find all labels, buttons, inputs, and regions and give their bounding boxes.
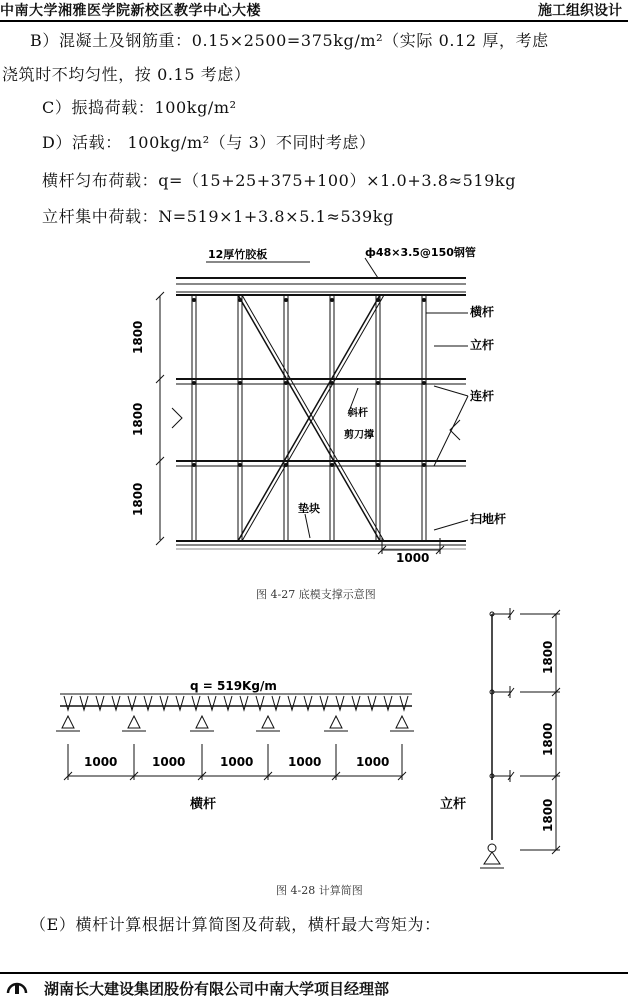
label-steel-pipe: ф48×3.5@150钢管 [365, 246, 476, 259]
page-footer-rule [0, 972, 628, 974]
label-scissor-brace: 剪刀撑 [344, 430, 374, 441]
dim-height-1: 1800 [131, 320, 145, 354]
text-line-d: D）活载： 100kg/m²（与 3）不同时考虑） [42, 133, 376, 152]
text-line-b-cont: 浇筑时不均匀性，按 0.15 考虑） [2, 65, 251, 84]
text-line-c: C）振捣荷载：100kg/m² [42, 98, 237, 117]
text-line-beam-load: 横杆匀布荷载：q=（15+25+375+100）×1.0+3.8≈519kg [42, 171, 517, 190]
text-line-column-load: 立杆集中荷载：N=519×1+3.8×5.1≈539kg [42, 207, 394, 226]
formwork-support-diagram [120, 238, 540, 568]
label-bamboo-board: 12厚竹胶板 [208, 248, 268, 261]
text-line-b: B）混凝土及钢筋重：0.15×2500=375kg/m²（实际 0.12 厚，考虑 [30, 31, 549, 50]
col-dim-3: 1800 [541, 798, 555, 832]
figure-caption-4-27: 图 4-27 底模支撑示意图 [256, 588, 376, 601]
dim-height-3: 1800 [131, 482, 145, 516]
dim-height-2: 1800 [131, 402, 145, 436]
page-header [0, 0, 628, 22]
col-dim-2: 1800 [541, 722, 555, 756]
col-dim-1: 1800 [541, 640, 555, 674]
span-1: 1000 [84, 755, 118, 769]
figure-caption-4-28: 图 4-28 计算简图 [276, 884, 363, 897]
label-vertical-bar: 立杆 [470, 338, 495, 352]
dim-width: 1000 [396, 551, 430, 565]
label-horizontal-bar: 横杆 [470, 305, 495, 319]
label-tie-bar: 连杆 [470, 389, 495, 403]
beam-label: 横杆 [190, 797, 217, 812]
label-spacer-block: 垫块 [298, 502, 320, 515]
header-project-title: 中南大学湘雅医学院新校区教学中心大楼 [0, 3, 261, 19]
label-sweep-bar: 扫地杆 [470, 512, 507, 526]
span-3: 1000 [220, 755, 254, 769]
header-doc-type: 施工组织设计 [538, 3, 622, 19]
column-label: 立杆 [440, 797, 467, 812]
span-5: 1000 [356, 755, 390, 769]
load-label: q = 519Kg/m [190, 679, 277, 693]
label-diagonal-bar: 斜杆 [348, 408, 368, 419]
span-2: 1000 [152, 755, 186, 769]
span-4: 1000 [288, 755, 322, 769]
calculation-diagram [40, 604, 600, 880]
company-logo-icon [6, 979, 28, 995]
text-line-e: （E）横杆计算根据计算简图及荷载，横杆最大弯矩为： [30, 915, 441, 934]
footer-company-name: 湖南长大建设集团股份有限公司中南大学项目经理部 [44, 980, 390, 998]
